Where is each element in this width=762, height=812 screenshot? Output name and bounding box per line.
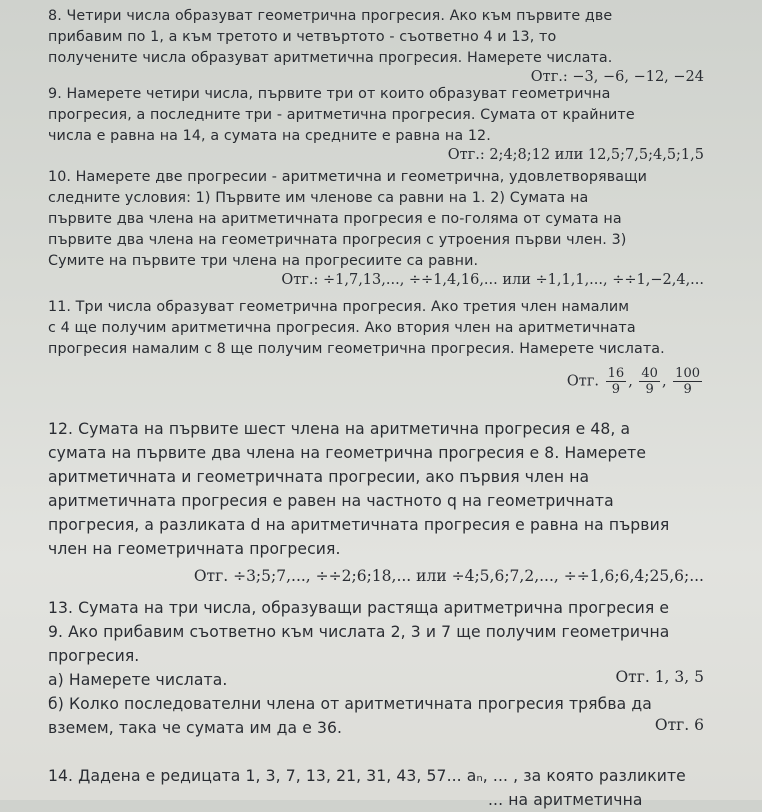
problem-14 xyxy=(48,764,704,812)
numerator: 16 xyxy=(607,366,625,381)
problem-13-part-b xyxy=(48,716,704,740)
problem-11-answer: Отг. $\frac{16}{9}$ , $\frac{40}{9}$ , $\frac{100}{9}$ xyxy=(566,366,700,397)
problem-12-line-6: член на геометричната прогресия. xyxy=(48,540,341,558)
problem-10-answer: Отг.: ÷1,7,13,..., ÷÷1,4,16,... или ÷1,1,1,..., ÷÷1,−2,4,... xyxy=(281,272,704,288)
problem-9-line-1: 9. Намерете четири числа, първите три от които образуват геометрична xyxy=(48,86,611,102)
problem-11 xyxy=(48,297,704,397)
problem-11-line-1: 11. Три числа образуват геометрична прогресия. Ако третия член намалим xyxy=(48,299,630,315)
fraction-40-9 xyxy=(639,366,660,397)
denominator: 9 xyxy=(683,382,692,397)
problem-10-line-5: Сумите на първите три члена на прогресиите са равни. xyxy=(48,253,479,269)
problem-10-line-3: първите два члена на аритметичната прогресия е по-голяма от сумата на xyxy=(48,211,622,227)
fraction-16-9 xyxy=(606,366,627,397)
problem-13-part-a xyxy=(48,668,704,692)
problem-11-line-3: прогресия намалим с 8 ще получим геометрична прогресия. Намерете числата. xyxy=(48,341,665,357)
problem-13-part-b-line-1: б) Колко последователни члена от аритметичната прогресия трябва да xyxy=(48,695,652,713)
problem-13 xyxy=(48,596,704,740)
problem-8-line-3: получените числа образуват аритметична прогресия. Намерете числата. xyxy=(48,50,613,66)
problem-10-line-2: следните условия: 1) Първите им членове са равни на 1. 2) Сумата на xyxy=(48,190,589,206)
problem-14-line-2: ... на аритметична xyxy=(488,791,643,809)
problem-9-line-2: прогресия, а последните три - аритметична прогресия. Сумата от крайните xyxy=(48,107,635,123)
problem-12-line-4: аритметичната прогресия е равен на частното q на геометричната xyxy=(48,492,614,510)
problem-10 xyxy=(48,167,704,288)
problem-13-part-a-answer: Отг. 1, 3, 5 xyxy=(615,668,704,686)
problem-13-part-a-text: а) Намерете числата. xyxy=(48,671,228,689)
problem-8-answer: Отг.: −3, −6, −12, −24 xyxy=(530,69,704,85)
problem-9-line-3: числа е равна на 14, а сумата на средните е равна на 12. xyxy=(48,128,491,144)
problem-13-part-b-line-2: вземем, така че сумата им да е 36. xyxy=(48,719,343,737)
problem-10-line-1: 10. Намерете две прогресии - аритметична и геометрична, удовлетворяващи xyxy=(48,169,648,185)
problem-13-line-3: прогресия. xyxy=(48,647,140,665)
problem-12 xyxy=(48,417,704,585)
denominator: 9 xyxy=(645,382,654,397)
numerator: 40 xyxy=(641,366,658,381)
problem-13-line-1: 13. Сумата на три числа, образуващи растяща аритметрична прогресия е xyxy=(48,599,670,617)
denominator: 9 xyxy=(611,382,621,397)
problem-9-answer: Отг.: 2;4;8;12 или 12,5;7,5;4,5;1,5 xyxy=(447,147,704,163)
problem-8-line-2: прибавим по 1, а към третото и четвъртото - съответно 4 и 13, то xyxy=(48,29,557,45)
problem-8-line-1: 8. Четири числа образуват геометрична прогресия. Ако към първите две xyxy=(48,8,613,24)
problem-13-line-2: 9. Ако прибавим съответно към числата 2, 3 и 7 ще получим геометрична xyxy=(48,623,670,641)
problem-9 xyxy=(48,84,704,163)
problem-12-answer: Отг. ÷3;5;7,..., ÷÷2;6;18,... или ÷4;5,6;7,2,..., ÷÷1,6;6,4;25,6;... xyxy=(193,567,704,585)
problem-8 xyxy=(48,6,704,85)
problem-12-line-3: аритметичната и геометричната прогресии, ако първия член на xyxy=(48,468,590,486)
fraction-100-9 xyxy=(673,366,702,397)
problem-10-line-4: първите два члена на геометричната прогресия с утроения първи член. 3) xyxy=(48,232,627,248)
problem-13-part-b-answer: Отг. 6 xyxy=(654,716,704,734)
problem-11-answer-label: Отг. xyxy=(566,373,600,390)
problem-12-line-2: сумата на първите два члена на геометрична прогресия е 8. Намерете xyxy=(48,444,647,462)
problem-12-line-1: 12. Сумата на първите шест члена на аритметична прогресия е 48, а xyxy=(48,420,631,438)
problem-12-line-5: прогресия, а разликата d на аритметичната прогресия е равна на първия xyxy=(48,516,670,534)
problem-11-line-2: с 4 ще получим аритметична прогресия. Ако втория член на аритметичната xyxy=(48,320,636,336)
numerator: 100 xyxy=(675,366,700,381)
problem-14-line-1: 14. Дадена е редицата 1, 3, 7, 13, 21, 31, 43, 57... aₙ, ... , за която разликите xyxy=(48,767,686,785)
